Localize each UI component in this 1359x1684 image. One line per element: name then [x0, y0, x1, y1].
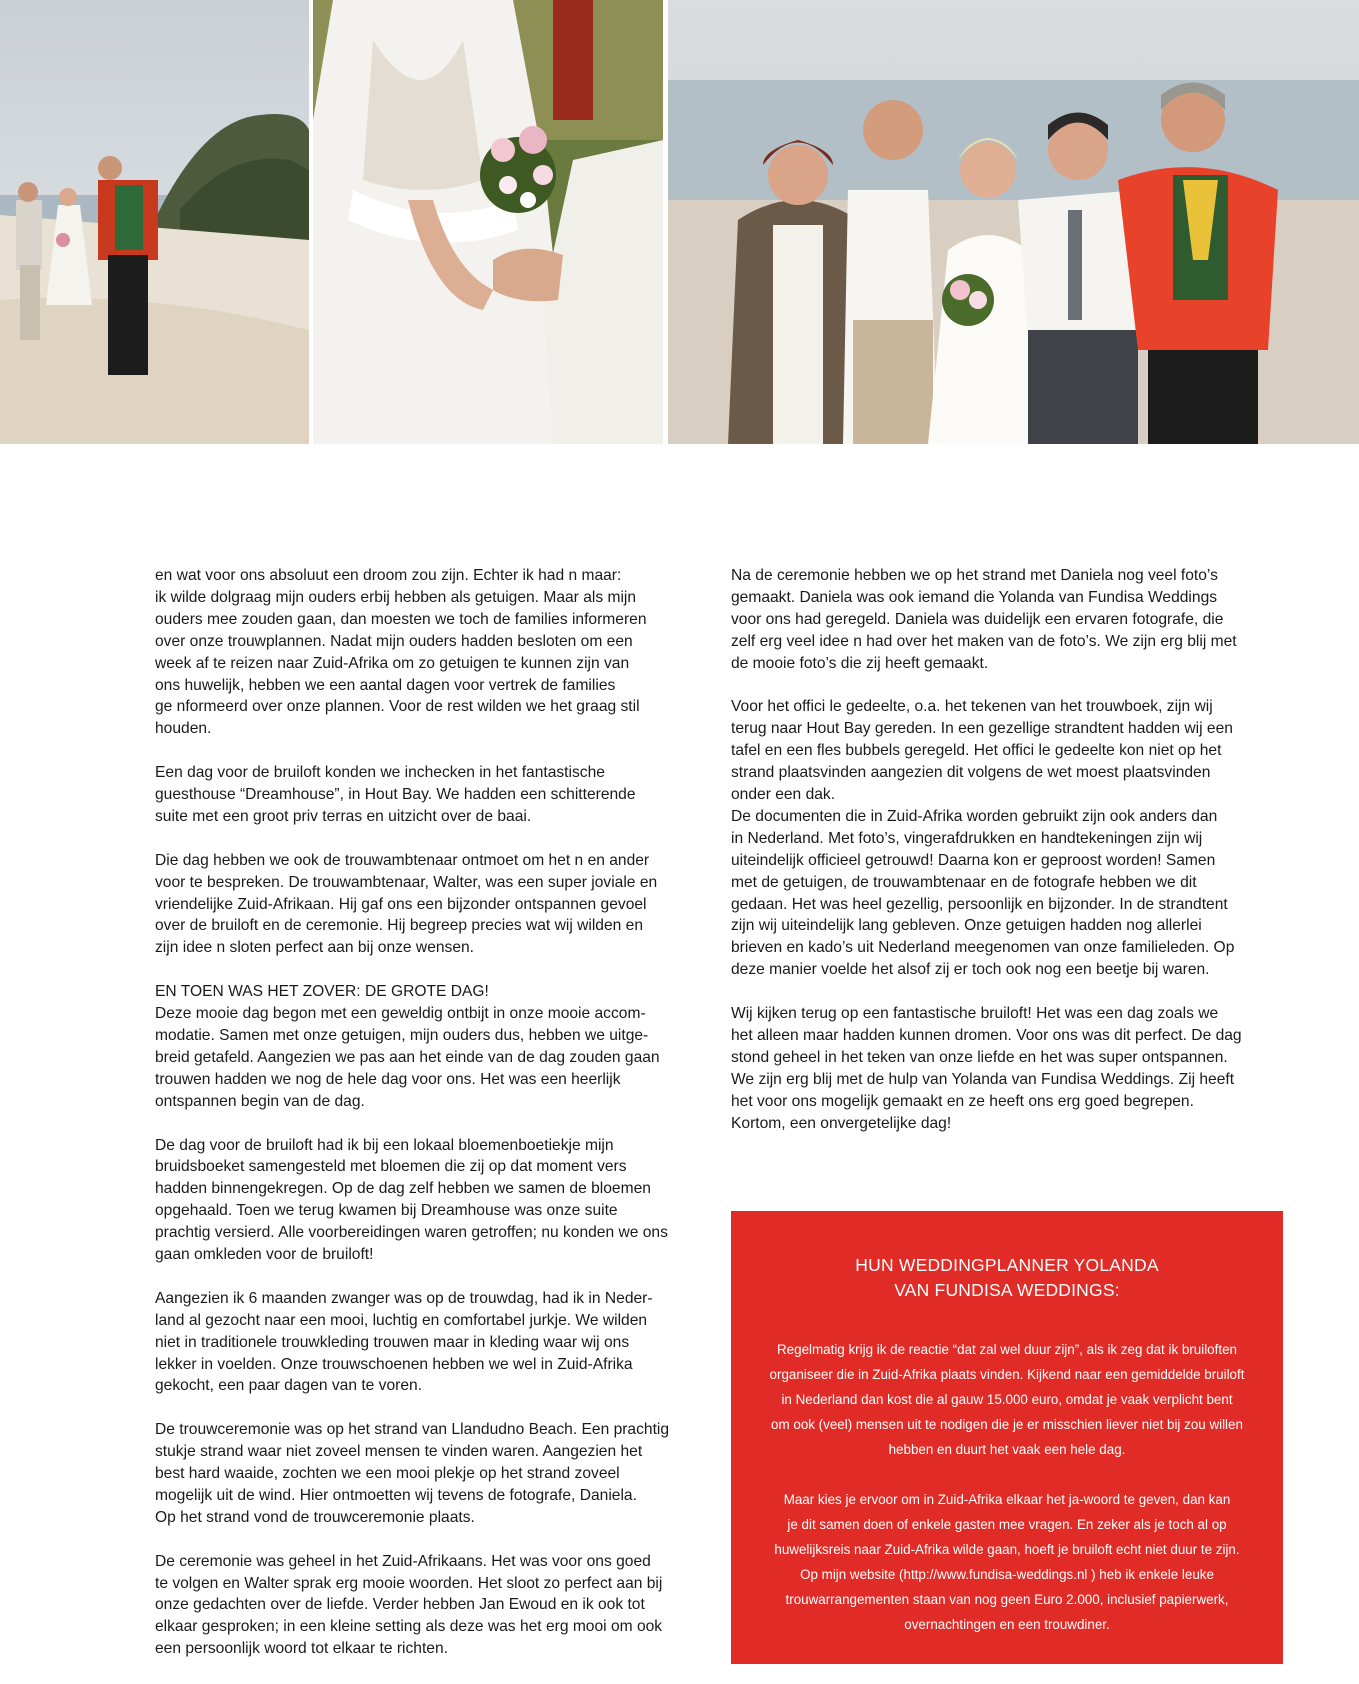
article-paragraph: Een dag voor de bruiloft konden we inchecken in het fantastische guesthouse “Dreamhouse”, in Hout Bay. We hadden een schitterende suite met een groot priv terras en uitzicht over de baai.	[155, 764, 636, 825]
article-paragraph: Voor het offici le gedeelte, o.a. het tekenen van het trouwboek, zijn wij terug naar Hout Bay gereden. In een gezellige strandtent hadden wij een tafel en een fles bubbels geregeld. Het offici le gedeelte kon niet op het strand plaatsvinden aangezien dit volgens de wet moest plaatsvinden onder een dak. De documenten die in Zuid-Afrika worden gebruikt zijn ook anders dan in Nederland. Met foto’s, vingerafdrukken en handtekeningen zijn wij uiteindelijk officieel getrouwd! Daarna kon er geproost worden! Samen met de getuigen, de trouwambtenaar en de fotografe hebben we dit gedaan. Het was heel gezellig, persoonlijk en bijzonder. In de strandtent zijn wij uiteindelijk lang gebleven. Onze getuigen hadden nog allerlei brieven en kado’s uit Nederland meegenomen van onze familieleden. Op deze manier voelde het alsof zij er toch ook nog een beetje bij waren.	[731, 698, 1235, 979]
weddingplanner-sidebar-box	[731, 1211, 1283, 1664]
group-on-beach-illustration	[668, 0, 1359, 444]
bride-bouquet-photo	[313, 0, 663, 444]
article-left-column	[155, 565, 715, 1682]
sidebar-paragraph: Maar kies je ervoor om in Zuid-Afrika elkaar het ja-woord te geven, dan kan je dit samen doen of enkele gasten mee vragen. En zeker als je toch al op huwelijksreis naar Zuid-Afrika wilde gaan, hoeft je bruiloft echt niet duur te zijn. Op mijn website (http://www.fundisa-weddings.nl ) heb ik enkele leuke trouwarrangementen staan van nog geen Euro 2.000, inclusief papierwerk, overnachtingen en een trouwdiner.	[774, 1492, 1240, 1632]
article-paragraph: en wat voor ons absoluut een droom zou zijn. Echter ik had n maar: ik wilde dolgraag mijn ouders erbij hebben als getuigen. Maar als mijn ouders mee zouden gaan, dan moesten we toch de families informeren over onze trouwplannen. Nadat mijn ouders hadden besloten om een week af te reizen naar Zuid-Afrika om zo getuigen te kunnen zijn van ons huwelijk, hebben we een aantal dagen voor vertrek de families ge nformeerd over onze plannen. Voor de rest wilden we het graag stil houden.	[155, 567, 647, 738]
sidebar-paragraph: Regelmatig krijg ik de reactie “dat zal wel duur zijn”, als ik zeg dat ik bruiloften organiseer die in Zuid-Afrika plaats vinden. Kijkend naar een gemiddelde bruiloft in Nederland dan kost die al gauw 15.000 euro, omdat je vaak verplicht bent om ook (veel) mensen uit te nodigen die je er misschien liever niet bij zou willen hebben en duurt het vaak een hele dag.	[769, 1342, 1245, 1457]
beach-ceremony-photo	[0, 0, 309, 444]
group-on-beach-photo	[668, 0, 1359, 444]
article-paragraph: Aangezien ik 6 maanden zwanger was op de trouwdag, had ik in Neder- land al gezocht naar een mooi, luchtig en comfortabel jurkje. We wilden niet in traditionele trouwkleding trouwen maar in kleding waar wij ons lekker in voelden. Onze trouwschoenen hebben we wel in Zuid-Afrika gekocht, een paar dagen van te voren.	[155, 1289, 653, 1395]
bride-bouquet-illustration	[313, 0, 663, 444]
article-paragraph: De dag voor de bruiloft had ik bij een lokaal bloemenboetiekje mijn bruidsboeket samengesteld met bloemen die zij op dat moment vers hadden binnengekregen. Op de dag zelf hebben we samen de bloemen opgehaald. Toen we terug kwamen bij Dreamhouse was onze suite prachtig versierd. Alle voorbereidingen waren getroffen; nu konden we ons gaan omkleden voor de bruiloft!	[155, 1136, 668, 1264]
article-paragraph: EN TOEN WAS HET ZOVER: DE GROTE DAG! Deze mooie dag begon met een geweldig ontbijt in onze mooie accom- modatie. Samen met onze getuigen, mijn ouders dus, hebben we uitge- breid getafeld. Aangezien we pas aan het einde van de dag zouden gaan trouwen hadden we nog de hele dag voor ons. Het was een heerlijk ontspannen begin van de dag.	[155, 983, 660, 1110]
article-paragraph: De trouwceremonie was op het strand van Llandudno Beach. Een prachtig stukje strand waar niet zoveel mensen te vinden waren. Aangezien het best hard waaide, zochten we een mooi plekje op het strand zoveel mogelijk uit de wind. Hier ontmoetten wij tevens de fotografe, Daniela. Op het strand vond de trouwceremonie plaats.	[155, 1421, 670, 1526]
article-paragraph: Die dag hebben we ook de trouwambtenaar ontmoet om het n en ander voor te bespreken. De trouwambtenaar, Walter, was een super joviale en vriendelijke Zuid-Afrikaan. Hij gaf ons een bijzonder ontspannen gevoel over de bruiloft en de ceremonie. Hij begreep precies wat wij wilden en zijn idee n sloten perfect aan bij onze wensen.	[155, 851, 658, 957]
beach-ceremony-illustration	[0, 0, 309, 444]
article-paragraph: De ceremonie was geheel in het Zuid-Afrikaans. Het was voor ons goed te volgen en Walter sprak erg mooie woorden. Het sloot zo perfect aan bij onze gedachten over de liefde. Verder hebben Jan Ewoud en ik ook tot elkaar gesproken; in een kleine setting als deze was het erg mooi om ook een persoonlijk woord tot elkaar te richten.	[155, 1552, 663, 1658]
article-paragraph: Na de ceremonie hebben we op het strand met Daniela nog veel foto’s gemaakt. Daniela was ook iemand die Yolanda van Fundisa Weddings voor ons had geregeld. Daniela was duidelijk een ervaren fotografe, die zelf erg veel idee n had over het maken van de foto’s. We zijn erg blij met de mooie foto’s die zij heeft gemaakt.	[731, 567, 1237, 672]
article-right-column	[731, 565, 1291, 1156]
sidebar-heading: HUN WEDDINGPLANNER YOLANDA VAN FUNDISA WEDDINGS:	[855, 1255, 1159, 1300]
article-paragraph: Wij kijken terug op een fantastische bruiloft! Het was een dag zoals we het alleen maar hadden kunnen dromen. Voor ons was dit perfect. De dag stond geheel in het teken van onze liefde en het was super ontspannen. We zijn erg blij met de hulp van Yolanda van Fundisa Weddings. Zij heeft het voor ons mogelijk gemaakt en ze heeft ons erg goed begrepen. Kortom, een onvergetelijke dag!	[731, 1005, 1242, 1132]
